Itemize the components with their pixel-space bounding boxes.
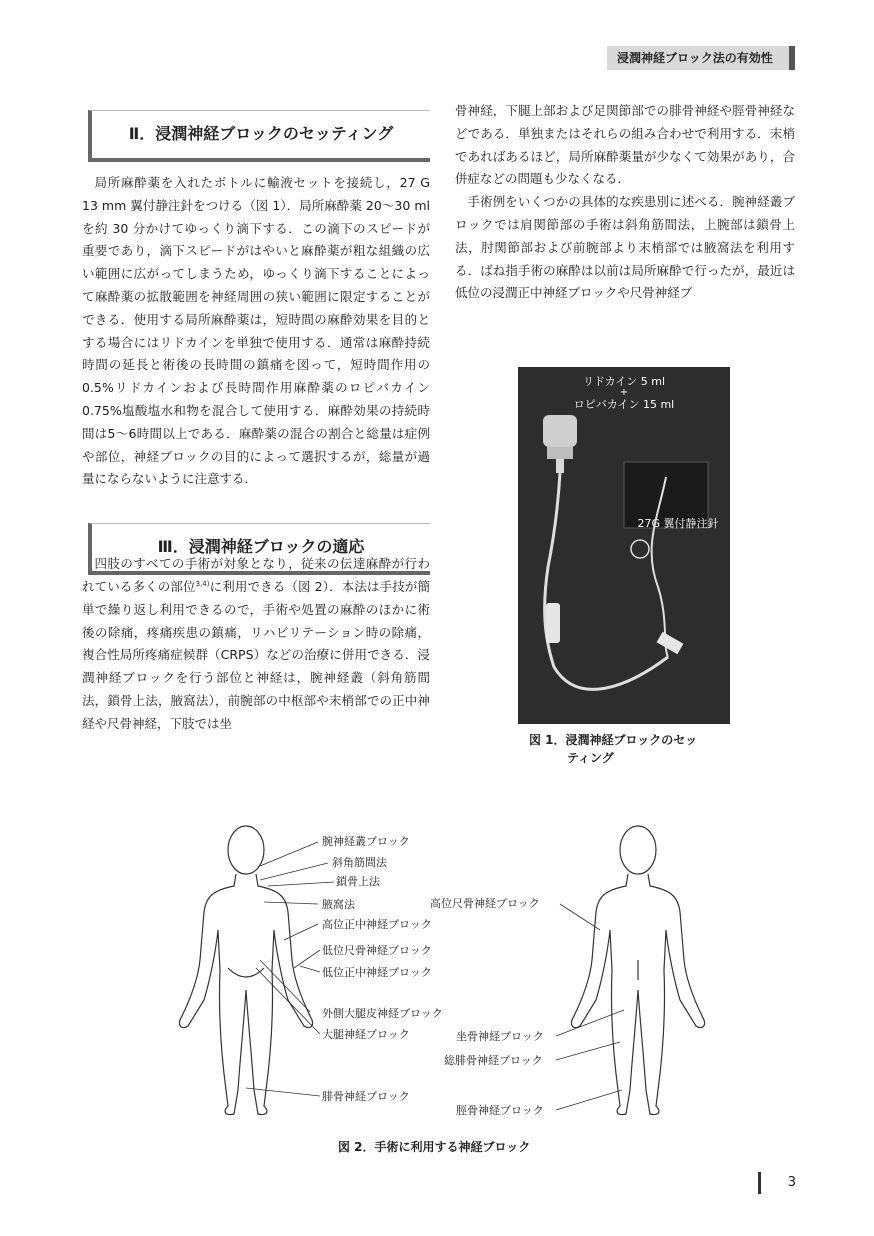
indication-paragraph-continued: 骨神経，下腿上部および足関節部での腓骨神経や脛骨神経などである．単独またはそれらの組み合わせで利用する．末梢であればあるほど，局所麻酔薬量が少なくて効果があり，合併症などの問題も少なくなる．	[455, 103, 795, 187]
label-sciatic: 坐骨神経ブロック	[456, 1030, 544, 1043]
figure1-needle-label: 27G 翼付静注針	[637, 517, 719, 530]
left-column	[82, 172, 430, 736]
setting-paragraph: 局所麻酔薬を入れたボトルに輸液セットを接続し，27 G 13 mm 翼付静注針をつける（図 1）．局所麻酔薬 20〜30 ml を約 30 分かけてゆっくり滴下する．この滴下のスピードが重要であり，滴下スピードがはやいと麻酔薬が粗な組織の広い範囲に広がってしまうため，ゆっくり滴下することによって麻酔薬の拡散範囲を神経周囲の狭い範囲に限定することができる．使用する局所麻酔薬は，短時間の麻酔効果を目的とする場合にはリドカインを単独で使用する．通常は麻酔持続時間の延長と術後の長時間の鎮痛を図って，短時間作用の 0.5%リドカインおよび長時間作用麻酔薬のロピバカイン 0.75%塩酸塩水和物を混合して使用する．麻酔効果の持続時間は5〜6時間以上である．麻酔薬の混合の割合と総量は症例や部位，神経ブロックの目的によって選択するが，総量が過量にならないように注意する．	[82, 175, 430, 487]
label-peroneal: 腓骨神経ブロック	[322, 1090, 410, 1103]
label-leaders	[246, 842, 624, 1110]
figure1-drug1-label: リドカイン 5 ml	[582, 375, 666, 388]
figure2-caption: 図 2．手術に利用する神経ブロック	[338, 1140, 531, 1154]
label-interscalene: 斜角筋間法	[332, 856, 387, 869]
section-heading-setting: Ⅱ．浸潤神経ブロックのセッティング	[88, 110, 430, 162]
label-lateral-femoral-cutaneous: 外側大腿皮神経ブロック	[322, 1007, 443, 1020]
drip-chamber	[546, 603, 560, 643]
label-low-ulnar: 低位尺骨神経ブロック	[322, 944, 432, 957]
front-body-outline	[179, 826, 312, 1115]
indication-paragraph: 四肢のすべての手術が対象となり，従来の伝達麻酔が行われている多くの部位$^{3,4)}$に利用できる（図 2）．本法は手技が簡単で繰り返し利用できるので，手術や処置の麻酔のほかに術後の除痛，疼痛疾患の鎮痛，リハビリテーション時の除痛，複合性局所疼痛症候群（CRPS）などの治療に併用できる．浸潤神経ブロックを行う部位と神経は，腕神経叢（斜角筋間法，鎖骨上法，腋窩法），前腕部の中枢部や末梢部での正中神経や尺骨神経，下肢では坐	[82, 556, 430, 731]
figure1-photo	[518, 367, 730, 724]
running-head: 浸潤神経ブロック法の有効性	[607, 46, 795, 70]
label-supraclavicular: 鎖骨上法	[336, 875, 380, 888]
label-tibial: 脛骨神経ブロック	[456, 1104, 544, 1117]
label-axillary: 腋窩法	[322, 898, 355, 911]
label-common-peroneal: 総腓骨神経ブロック	[444, 1054, 543, 1067]
surgery-examples-paragraph: 手術例をいくつかの具体的な疾患別に述べる．腕神経叢ブロックでは肩関節部の手術は斜角筋間法，上腕部は鎖骨上法，肘関節部および前腕部より末梢部では腋窩法を利用する．ばね指手術の麻酔は以前は局所麻酔で行ったが，最近は低位の浸潤正中神経ブロックや尺骨神経ブ	[455, 194, 795, 301]
label-femoral: 大腿神経ブロック	[322, 1028, 410, 1041]
right-column	[455, 100, 795, 305]
figure1-plus-label: +	[619, 387, 629, 398]
section-heading-indication: Ⅲ．浸潤神経ブロックの適応	[88, 523, 430, 575]
label-low-median: 低位正中神経ブロック	[322, 966, 432, 979]
figure2-body-diagram	[160, 820, 720, 1136]
label-high-ulnar: 高位尺骨神経ブロック	[430, 897, 540, 910]
figure1-caption: 図 1．浸潤神経ブロックのセッ ティング	[529, 733, 698, 765]
label-high-median: 高位正中神経ブロック	[322, 918, 432, 931]
back-body-outline	[571, 826, 704, 1115]
figure1-drug2-label: ロピバカイン 15 ml	[573, 398, 675, 411]
reference-mark: 3,4)	[195, 579, 210, 588]
page-number: 3	[758, 1172, 798, 1194]
label-brachial-plexus: 腕神経叢ブロック	[322, 835, 410, 848]
